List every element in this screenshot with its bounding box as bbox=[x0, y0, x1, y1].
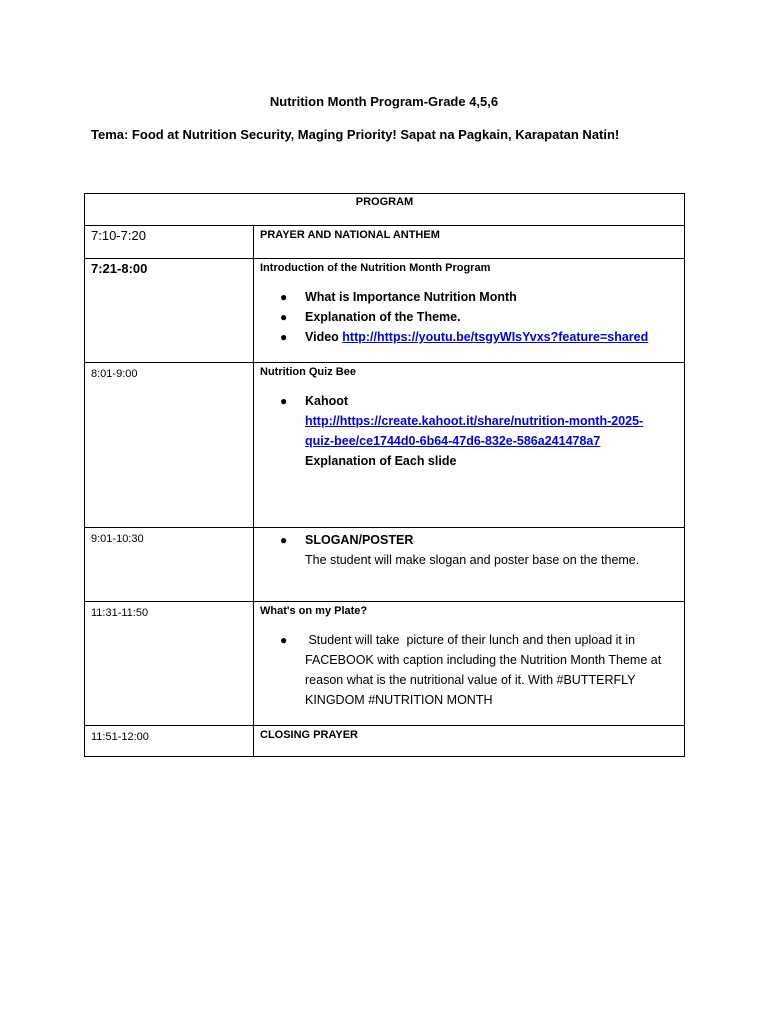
activity-heading: What's on my Plate? bbox=[260, 605, 368, 617]
kahoot-link[interactable]: http://https://create.kahoot.it/share/nutrition-month-2025- bbox=[305, 414, 644, 428]
video-label: Video bbox=[305, 330, 343, 344]
table-row bbox=[85, 226, 685, 259]
table-header-row bbox=[85, 194, 685, 226]
list-item bbox=[260, 307, 678, 327]
time-cell: 7:10-7:20 bbox=[85, 226, 254, 259]
kahoot-link-continued[interactable]: quiz-bee/ce1744d0-6b64-47d6-832e-586a241478a7 bbox=[305, 434, 601, 448]
list-item bbox=[260, 630, 678, 710]
time-cell: 8:01-9:00 bbox=[85, 363, 254, 528]
description-line: KINGDOM #NUTRITION MONTH bbox=[305, 693, 493, 707]
program-header: PROGRAM bbox=[85, 194, 685, 226]
activity-cell bbox=[254, 602, 685, 726]
list-item-text: Kahoot bbox=[305, 394, 349, 408]
activity-heading: PRAYER AND NATIONAL ANTHEM bbox=[260, 229, 440, 241]
list-item-text: SLOGAN/POSTER bbox=[305, 533, 414, 547]
activity-cell bbox=[254, 528, 685, 602]
table-row bbox=[85, 259, 685, 363]
activity-heading: Introduction of the Nutrition Month Program bbox=[260, 262, 491, 274]
time-cell: 7:21-8:00 bbox=[85, 259, 254, 363]
slide-note: Explanation of Each slide bbox=[305, 454, 457, 468]
bullet-icon: ● bbox=[280, 330, 288, 344]
table-row bbox=[85, 528, 685, 602]
activity-heading: Nutrition Quiz Bee bbox=[260, 366, 356, 378]
program-table bbox=[84, 193, 685, 757]
bullet-list bbox=[260, 287, 678, 347]
description-line: FACEBOOK with caption including the Nutrition Month Theme at bbox=[305, 653, 662, 667]
activity-cell bbox=[254, 726, 685, 757]
table-row bbox=[85, 726, 685, 757]
document-theme: Tema: Food at Nutrition Security, Maging Priority! Sapat na Pagkain, Karapatan Natin! bbox=[91, 127, 620, 142]
bullet-list bbox=[260, 630, 678, 710]
activity-cell bbox=[254, 226, 685, 259]
list-item bbox=[260, 530, 678, 570]
bullet-icon: ● bbox=[280, 533, 288, 547]
video-link[interactable]: http://https://youtu.be/tsgyWIsYvxs?feature=shared bbox=[342, 330, 649, 344]
activity-description: The student will make slogan and poster base on the theme. bbox=[305, 553, 640, 567]
list-item bbox=[260, 287, 678, 307]
list-item-text: Explanation of the Theme. bbox=[305, 310, 461, 324]
bullet-list bbox=[260, 530, 678, 570]
bullet-icon: ● bbox=[280, 633, 288, 647]
activity-cell bbox=[254, 363, 685, 528]
document-title: Nutrition Month Program-Grade 4,5,6 bbox=[269, 94, 499, 109]
list-item-text: What is Importance Nutrition Month bbox=[305, 290, 517, 304]
description-line: Student will take picture of their lunch and then upload it in bbox=[305, 633, 636, 647]
activity-cell bbox=[254, 259, 685, 363]
time-cell: 11:31-11:50 bbox=[85, 602, 254, 726]
bullet-icon: ● bbox=[280, 310, 288, 324]
description-line: reason what is the nutritional value of it. With #BUTTERFLY bbox=[305, 673, 636, 687]
list-item bbox=[260, 327, 678, 347]
time-cell: 11:51-12:00 bbox=[85, 726, 254, 757]
bullet-icon: ● bbox=[280, 394, 288, 408]
activity-heading: CLOSING PRAYER bbox=[260, 729, 359, 741]
time-cell: 9:01-10:30 bbox=[85, 528, 254, 602]
table-row bbox=[85, 602, 685, 726]
bullet-list bbox=[260, 391, 678, 471]
bullet-icon: ● bbox=[280, 290, 288, 304]
table-row bbox=[85, 363, 685, 528]
list-item bbox=[260, 391, 678, 471]
